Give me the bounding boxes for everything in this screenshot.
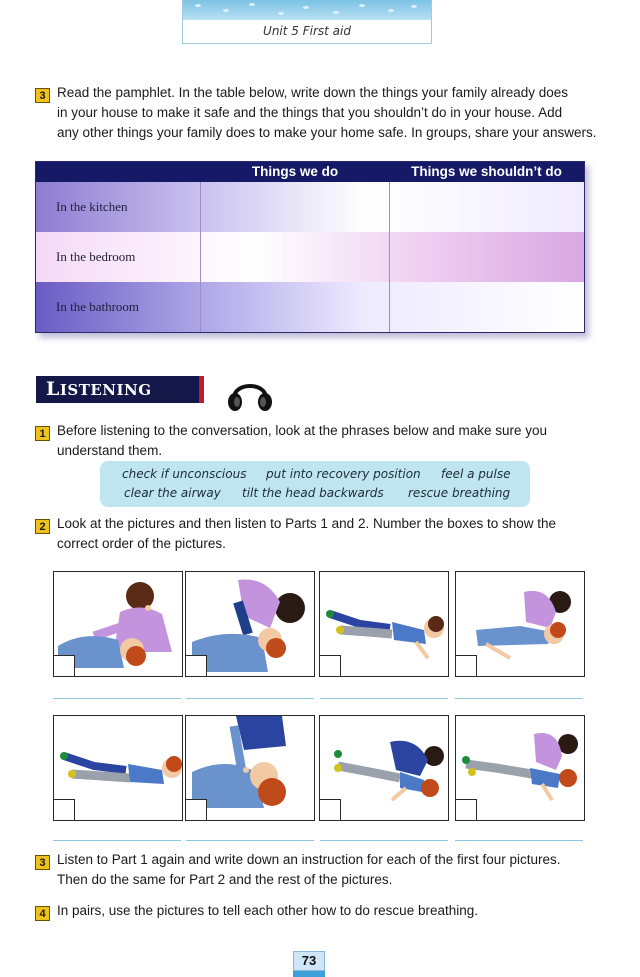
text-line: understand them.	[57, 443, 163, 458]
task-number-badge: 3	[35, 88, 50, 103]
answer-line[interactable]	[320, 698, 448, 699]
picture-6-rescue-breathing	[185, 715, 315, 821]
header-cell-empty	[36, 162, 201, 182]
answer-cell[interactable]	[389, 282, 584, 332]
number-answer-box[interactable]	[320, 799, 341, 820]
table-row	[36, 282, 584, 332]
banner-text: ISTENING TASK	[46, 381, 152, 426]
phrase-box	[100, 461, 530, 507]
answer-cell[interactable]	[200, 232, 388, 282]
answer-cell[interactable]	[389, 182, 584, 232]
picture-2-clear-airway	[185, 571, 315, 677]
answer-line[interactable]	[455, 840, 583, 841]
answer-cell[interactable]	[200, 282, 388, 332]
header-water-decoration	[183, 0, 431, 20]
number-answer-box[interactable]	[186, 799, 207, 820]
number-answer-box[interactable]	[54, 655, 75, 676]
text-line: In pairs, use the pictures to tell each other how to do rescue breathing.	[57, 903, 478, 918]
listening-task1-instructions	[57, 421, 547, 461]
table-row	[36, 232, 584, 282]
listening-task4-instructions	[57, 901, 478, 921]
text-line: in your house to make it safe and the things that you shouldn’t do in your house. Add	[57, 105, 563, 120]
page-number: 73	[293, 951, 325, 971]
answer-line[interactable]	[186, 840, 314, 841]
number-answer-box[interactable]	[186, 655, 207, 676]
row-label: In the bathroom	[56, 299, 140, 314]
answer-line[interactable]	[186, 698, 314, 699]
text-line: Look at the pictures and then listen to Parts 1 and 2. Number the boxes to show the	[57, 516, 557, 531]
answer-line[interactable]	[53, 840, 181, 841]
task-number-badge: 2	[35, 519, 50, 534]
answer-line[interactable]	[320, 840, 448, 841]
row-label: In the kitchen	[56, 199, 128, 214]
table-header-row	[36, 162, 584, 182]
answer-line[interactable]	[455, 698, 583, 699]
answer-line[interactable]	[53, 698, 181, 699]
text-line: Then do the same for Part 2 and the rest of the pictures.	[57, 872, 393, 887]
number-answer-box[interactable]	[320, 655, 341, 676]
text-line: correct order of the pictures.	[57, 536, 226, 551]
page-number-strip	[293, 971, 325, 977]
phrase-item: rescue breathing	[408, 486, 511, 500]
answer-cell[interactable]	[389, 232, 584, 282]
picture-4-tilt-head	[455, 571, 585, 677]
answer-cell[interactable]	[200, 182, 388, 232]
text-line: any other things your family does to make your home safe. In groups, share your answers.	[57, 125, 597, 140]
listening-task2-instructions	[57, 514, 556, 554]
header-things-we-do: Things we do	[251, 164, 339, 179]
phrase-item: check if unconscious	[122, 467, 247, 481]
phrase-item: put into recovery position	[266, 467, 421, 481]
text-line: Listen to Part 1 again and write down an instruction for each of the first four pictures.	[57, 852, 561, 867]
number-answer-box[interactable]	[54, 799, 75, 820]
phrase-item: tilt the head backwards	[242, 486, 384, 500]
task-number-badge: 1	[35, 426, 50, 441]
picture-8-kneeling-beside	[455, 715, 585, 821]
task3-instructions	[57, 83, 597, 143]
unit-title: Unit 5 First aid	[263, 24, 351, 38]
picture-5-lying-on-side	[53, 715, 183, 821]
banner-initial: L	[46, 378, 60, 400]
home-safety-table	[35, 161, 585, 333]
text-line: Before listening to the conversation, look at the phrases below and make sure you	[57, 423, 548, 438]
headphones-icon	[226, 372, 274, 414]
text-line: Read the pamphlet. In the table below, write down the things your family already does	[57, 85, 569, 100]
task-number-badge: 3	[35, 855, 50, 870]
unit-header	[182, 0, 432, 44]
phrase-item: feel a pulse	[441, 467, 511, 481]
picture-3-recovery-position	[319, 571, 449, 677]
header-things-we-shouldnt-do: Things we shouldn’t do	[411, 164, 562, 179]
number-answer-box[interactable]	[456, 799, 477, 820]
listening-task3-instructions	[57, 850, 561, 890]
task-number-badge: 4	[35, 906, 50, 921]
picture-7-turning-casualty	[319, 715, 449, 821]
listening-task-banner	[36, 376, 204, 426]
table-row	[36, 182, 584, 232]
picture-1-check-breathing	[53, 571, 183, 677]
row-label: In the bedroom	[56, 249, 136, 264]
number-answer-box[interactable]	[456, 655, 477, 676]
phrase-item: clear the airway	[124, 486, 221, 500]
